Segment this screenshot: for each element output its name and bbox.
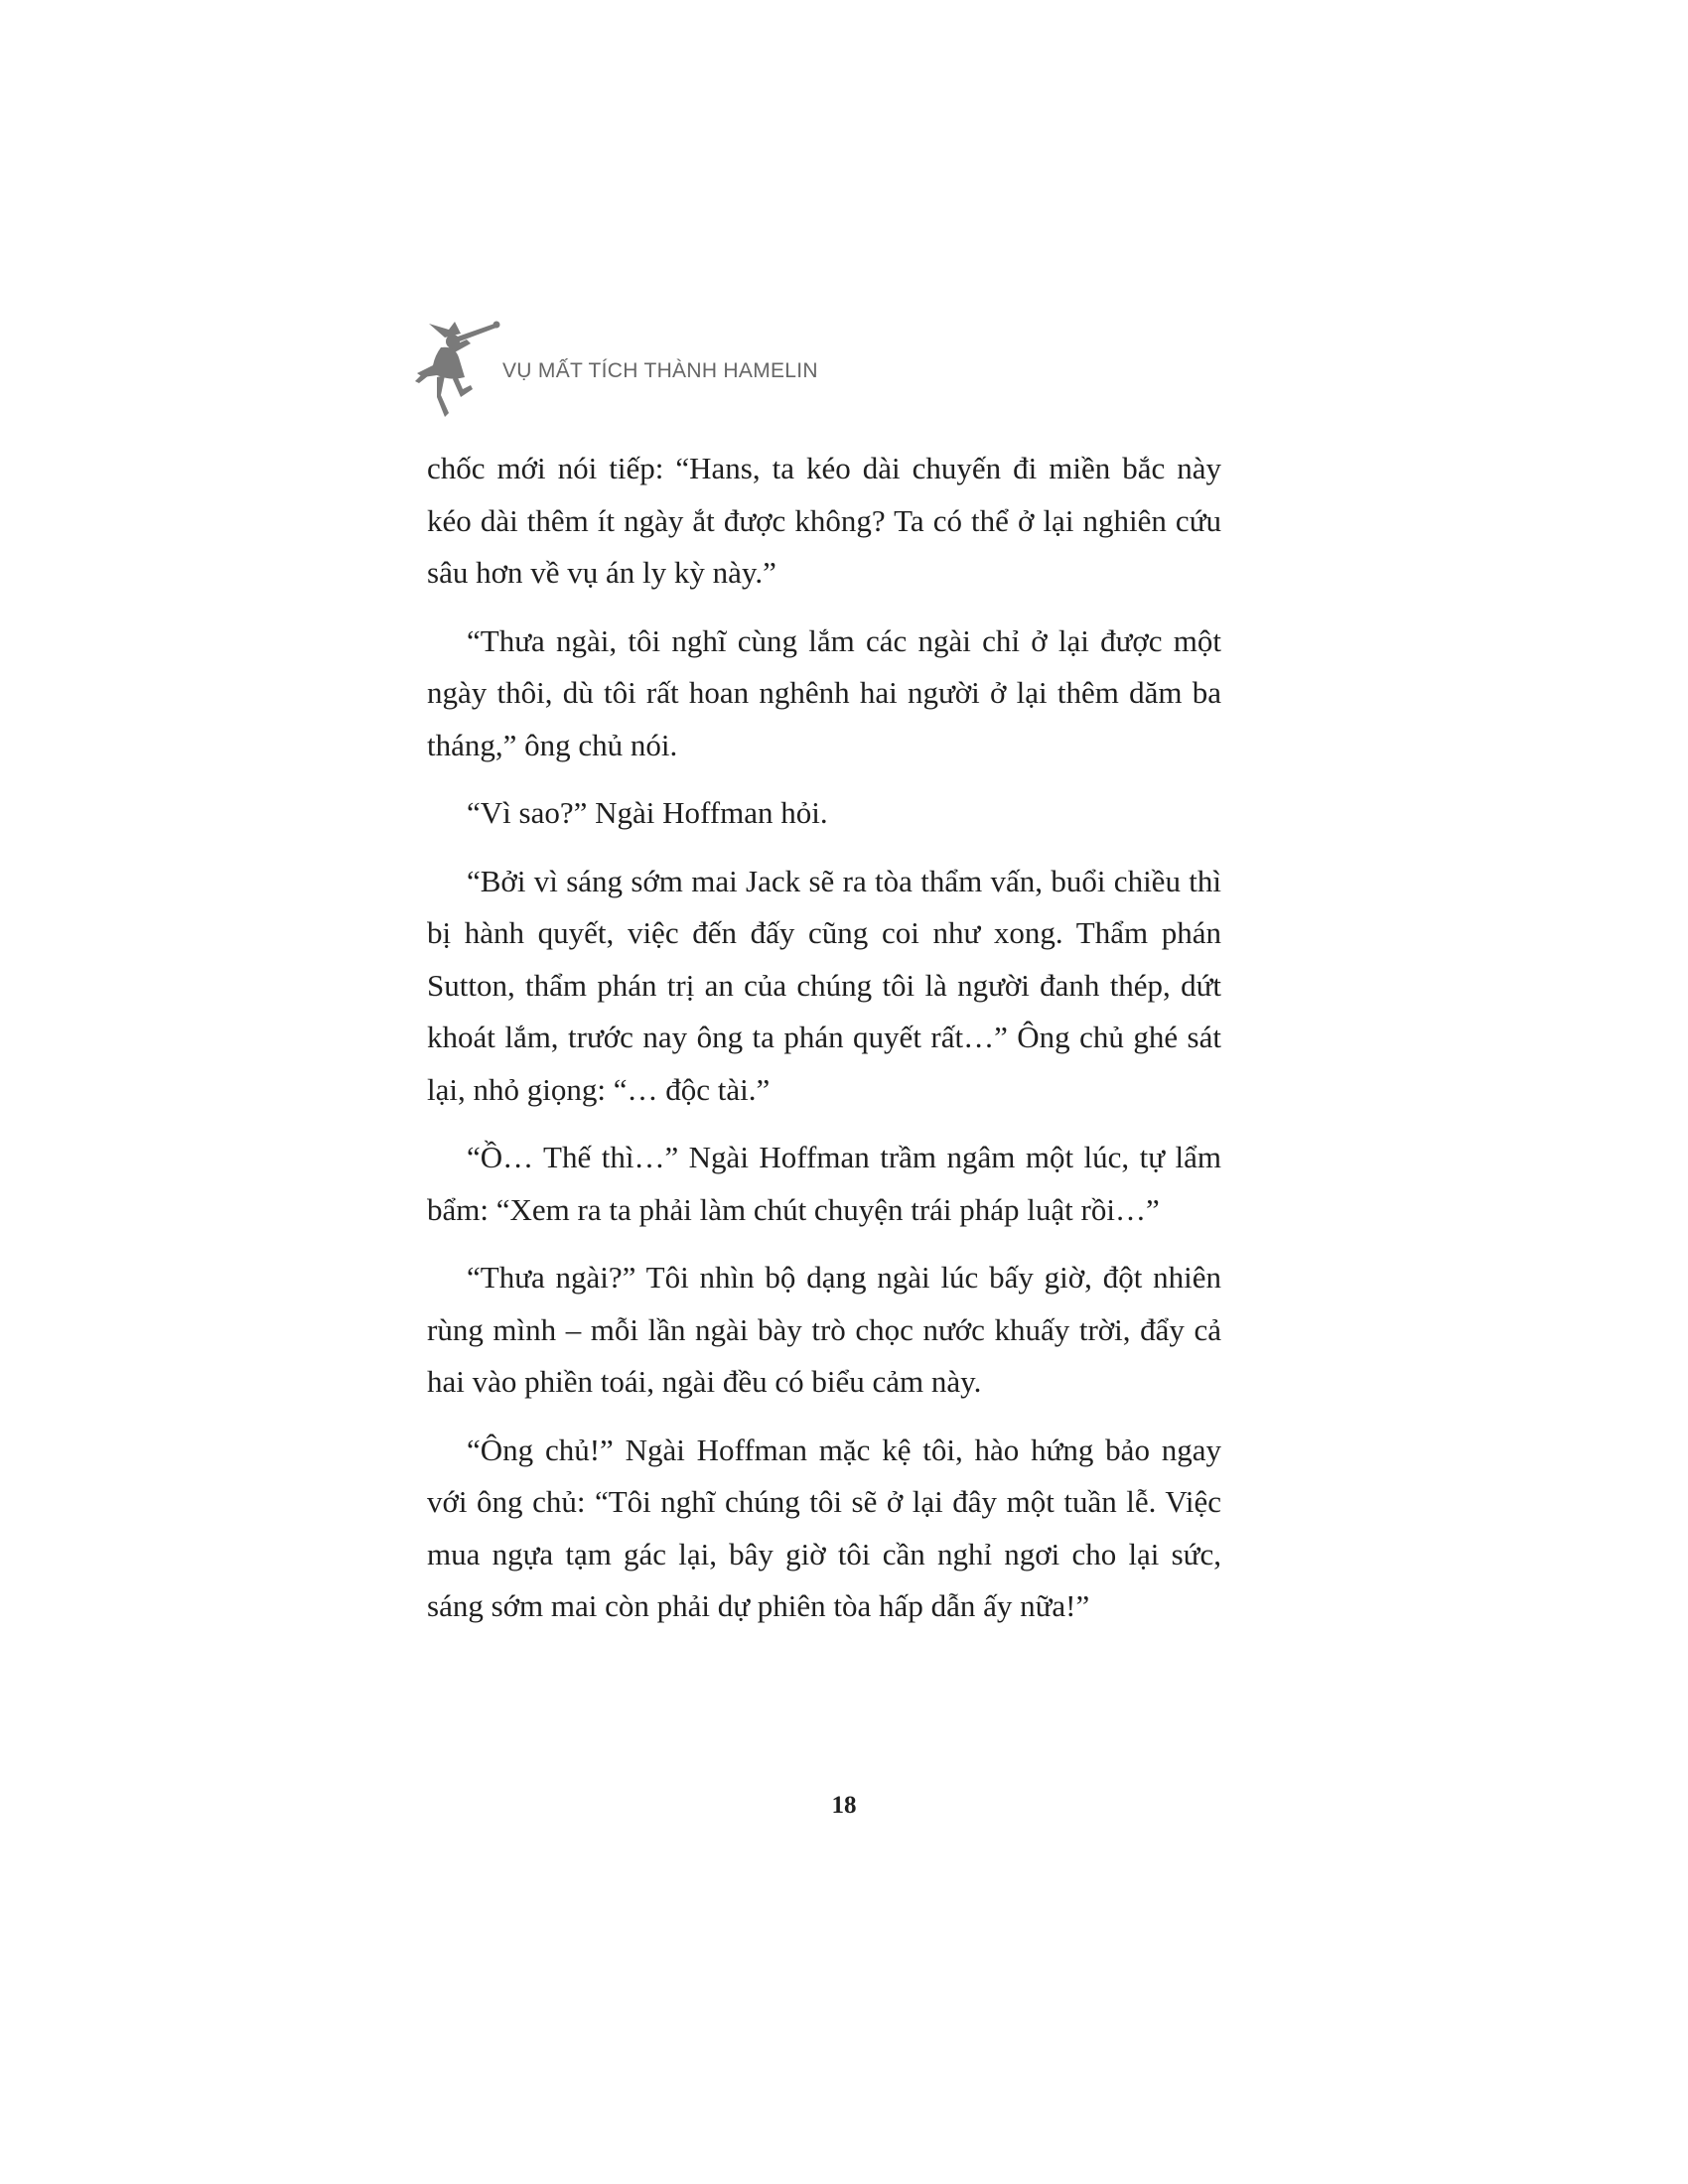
paragraph-7: “Ông chủ!” Ngài Hoffman mặc kệ tôi, hào hứng bảo ngay với ông chủ: “Tôi nghĩ chúng tôi sẽ ở lại đây một tuần lễ. Việc mua ngựa tạm gác lại, bây giờ tôi cần nghỉ ngơi cho lại sức, sáng sớm mai còn phải dự phiên tòa hấp dẫn ấy nữa!” <box>427 1432 1221 1623</box>
paragraph-2: “Thưa ngài, tôi nghĩ cùng lắm các ngài chỉ ở lại được một ngày thôi, dù tôi rất hoan nghênh hai người ở lại thêm dăm ba tháng,” ông chủ nói. <box>427 622 1221 762</box>
paragraph-5: “Ồ… Thế thì…” Ngài Hoffman trầm ngâm một lúc, tự lẩm bẩm: “Xem ra ta phải làm chút chuyện trái pháp luật rồi…” <box>427 1140 1221 1227</box>
running-header <box>415 316 1309 425</box>
paragraph-4: “Bởi vì sáng sớm mai Jack sẽ ra tòa thẩm vấn, buổi chiều thì bị hành quyết, việc đến đấy cũng coi như xong. Thẩm phán Sutton, thẩm phán trị an của chúng tôi là người đanh thép, dứt khoát lắm, trước nay ông ta phán quyết rất…” Ông chủ ghé sát lại, nhỏ giọng: “… độc tài.” <box>427 863 1221 1107</box>
paragraph-3: “Vì sao?” Ngài Hoffman hỏi. <box>467 795 828 830</box>
paragraph-1: chốc mới nói tiếp: “Hans, ta kéo dài chuyến đi miền bắc này kéo dài thêm ít ngày ắt được không? Ta có thể ở lại nghiên cứu sâu hơn về vụ án ly kỳ này.” <box>427 451 1221 590</box>
paragraph-6: “Thưa ngài?” Tôi nhìn bộ dạng ngài lúc bấy giờ, đột nhiên rùng mình – mỗi lần ngài bày trò chọc nước khuấy trời, đẩy cả hai vào phiền toái, ngài đều có biểu cảm này. <box>427 1260 1221 1399</box>
book-title-header: VỤ MẤT TÍCH THÀNH HAMELIN <box>502 359 818 382</box>
page-number: 18 <box>831 1792 857 1819</box>
body-text <box>427 443 1221 1649</box>
pied-piper-silhouette-icon <box>415 316 514 420</box>
